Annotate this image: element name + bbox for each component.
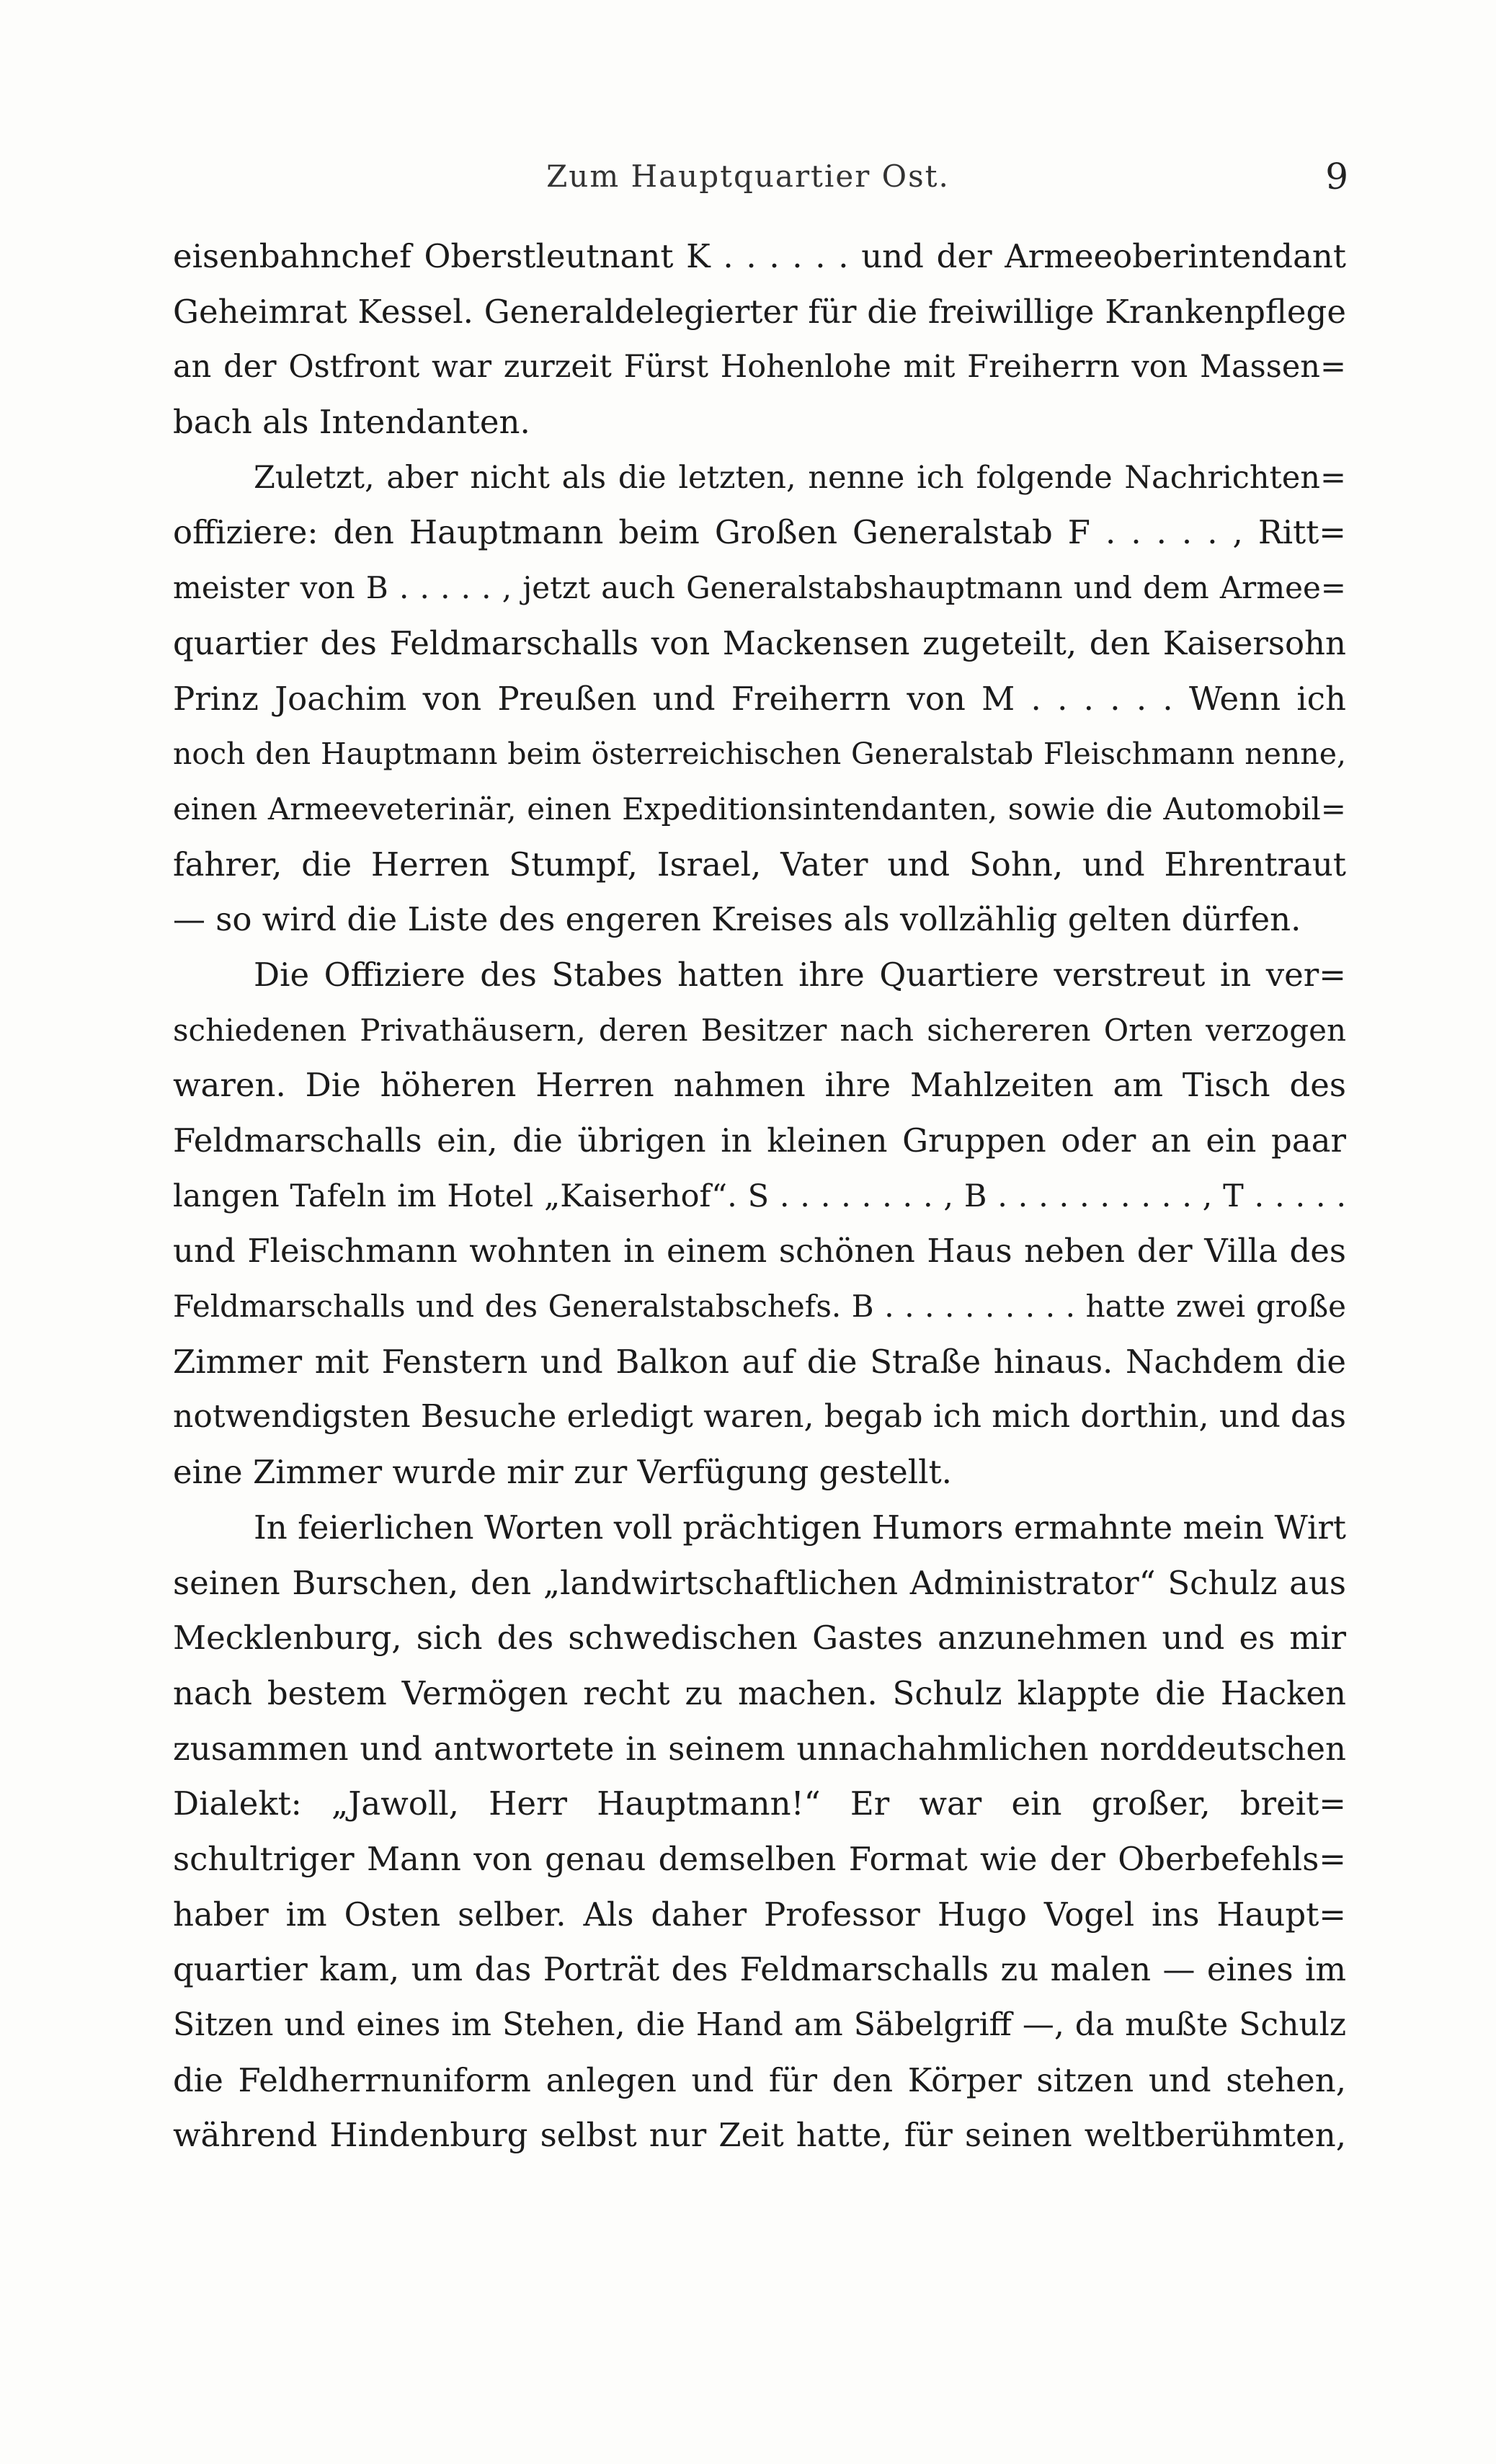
text-line: meister von B . . . . . , jetzt auch Generalstabshauptmann und dem Armee= [173, 570, 1346, 606]
text-line: eine Zimmer wurde mir zur Verfügung gestellt. [173, 1453, 952, 1492]
body-text [173, 229, 1346, 2163]
text-line: Feldmarschalls ein, die übrigen in kleinen Gruppen oder an ein paar [173, 1121, 1346, 1160]
text-line: waren. Die höheren Herren nahmen ihre Mahlzeiten am Tisch des [173, 1066, 1346, 1105]
text-line: nach bestem Vermögen recht zu machen. Schulz klappte die Hacken [173, 1673, 1346, 1712]
text-line: quartier kam, um das Porträt des Feldmarschalls zu malen — eines im [173, 1950, 1346, 1989]
page-number: 9 [1325, 156, 1348, 197]
text-line: quartier des Feldmarschalls von Mackensen zugeteilt, den Kaisersohn [173, 623, 1346, 662]
text-line: noch den Hauptmann beim österreichischen Generalstab Fleischmann nenne, [173, 737, 1346, 772]
running-head-title: Zum Hauptquartier Ost. [546, 159, 950, 194]
text-line: Geheimrat Kessel. Generaldelegierter für die freiwillige Krankenpflege [173, 292, 1346, 331]
text-line: In feierlichen Worten voll prächtigen Humors ermahnte mein Wirt [254, 1508, 1346, 1547]
text-line: die Feldherrnuniform anlegen und für den Körper sitzen und stehen, [173, 2060, 1346, 2099]
text-line: Dialekt: „Jawoll, Herr Hauptmann!“ Er war ein großer, breit= [173, 1784, 1346, 1823]
text-line: haber im Osten selber. Als daher Professor Hugo Vogel ins Haupt= [173, 1895, 1346, 1934]
text-line: Feldmarschalls und des Generalstabschefs. B . . . . . . . . . . hatte zwei große [173, 1289, 1346, 1325]
text-line: — so wird die Liste des engeren Kreises als vollzählig gelten dürfen. [173, 900, 1301, 939]
text-line: fahrer, die Herren Stumpf, Israel, Vater und Sohn, und Ehrentraut [173, 845, 1346, 884]
text-line: offiziere: den Hauptmann beim Großen Generalstab F . . . . . , Ritt= [173, 513, 1346, 552]
text-line: bach als Intendanten. [173, 403, 530, 442]
running-head [0, 156, 1496, 202]
text-line: und Fleischmann wohnten in einem schönen Haus neben der Villa des [173, 1232, 1346, 1271]
text-line: Prinz Joachim von Preußen und Freiherrn von M . . . . . . Wenn ich [173, 679, 1346, 718]
text-line: schiedenen Privathäusern, deren Besitzer nach sichereren Orten verzogen [173, 1012, 1346, 1048]
text-line: zusammen und antwortete in seinem unnachahmlichen norddeutschen [173, 1729, 1346, 1768]
text-line: Zuletzt, aber nicht als die letzten, nenne ich folgende Nachrichten= [254, 459, 1346, 496]
text-line: während Hindenburg selbst nur Zeit hatte, für seinen weltberühmten, [173, 2116, 1346, 2155]
text-line: Die Offiziere des Stabes hatten ihre Quartiere verstreut in ver= [254, 955, 1346, 994]
text-line: an der Ostfront war zurzeit Fürst Hohenlohe mit Freiherrn von Massen= [173, 349, 1346, 386]
text-line: Sitzen und eines im Stehen, die Hand am Säbelgriff —, da mußte Schulz [173, 2006, 1346, 2043]
text-line: eisenbahnchef Oberstleutnant K . . . . . . und der Armeeoberintendant [173, 237, 1346, 275]
text-line: Mecklenburg, sich des schwedischen Gastes anzunehmen und es mir [173, 1619, 1346, 1658]
text-line: schultriger Mann von genau demselben Format wie der Oberbefehls= [173, 1839, 1346, 1878]
text-line: seinen Burschen, den „landwirtschaftlichen Administrator“ Schulz aus [173, 1563, 1346, 1602]
text-line: einen Armeeveterinär, einen Expeditionsintendanten, sowie die Automobil= [173, 791, 1346, 827]
text-line: langen Tafeln im Hotel „Kaiserhof“. S . . . . . . . . , B . . . . . . . . . . , T . . . . . [173, 1178, 1346, 1214]
text-line: Zimmer mit Fenstern und Balkon auf die Straße hinaus. Nachdem die [173, 1342, 1346, 1381]
text-line: notwendigsten Besuche erledigt waren, begab ich mich dorthin, und das [173, 1398, 1346, 1436]
